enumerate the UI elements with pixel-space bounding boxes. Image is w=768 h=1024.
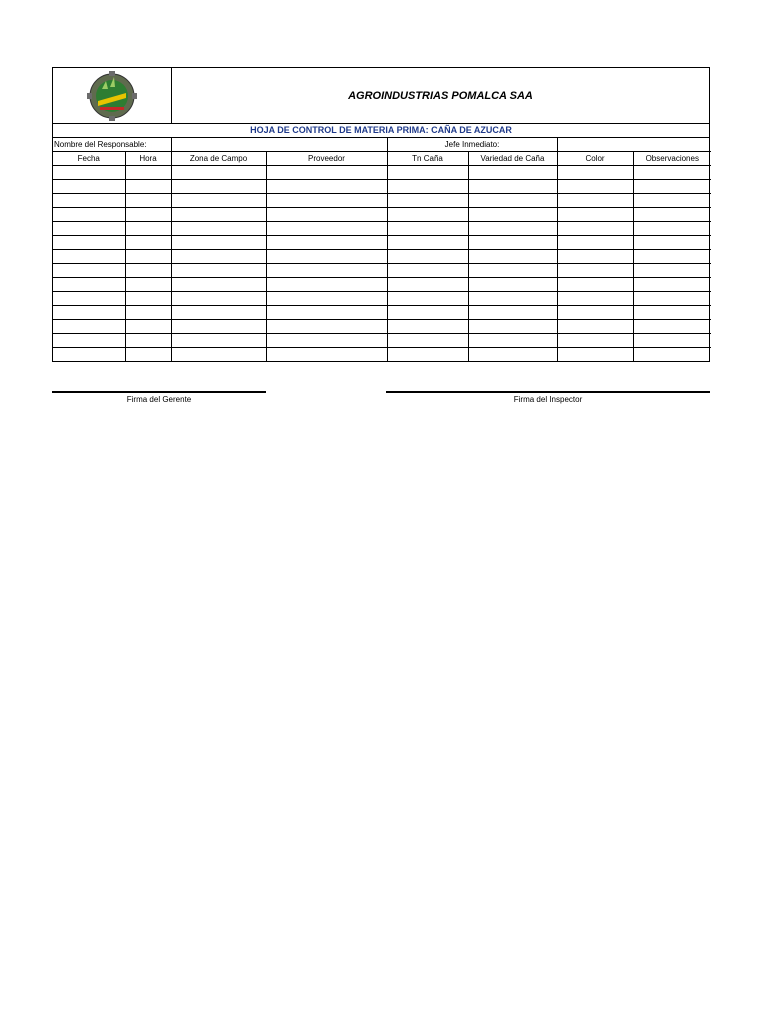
table-cell[interactable]	[125, 250, 171, 264]
table-cell[interactable]	[468, 278, 557, 292]
table-cell[interactable]	[171, 250, 266, 264]
table-cell[interactable]	[266, 166, 387, 180]
table-cell[interactable]	[125, 236, 171, 250]
table-cell[interactable]	[53, 180, 125, 194]
info-row	[53, 138, 711, 152]
table-cell[interactable]	[53, 264, 125, 278]
table-cell[interactable]	[633, 306, 711, 320]
table-cell[interactable]	[557, 292, 633, 306]
table-cell[interactable]	[468, 320, 557, 334]
table-cell[interactable]	[125, 166, 171, 180]
table-cell[interactable]	[171, 292, 266, 306]
table-row	[53, 236, 711, 250]
table-cell[interactable]	[387, 166, 468, 180]
jefe-field[interactable]	[557, 138, 711, 152]
table-cell[interactable]	[171, 320, 266, 334]
table-cell[interactable]	[53, 306, 125, 320]
table-row	[53, 348, 711, 362]
table-cell[interactable]	[387, 194, 468, 208]
table-cell[interactable]	[266, 180, 387, 194]
table-cell[interactable]	[387, 334, 468, 348]
table-cell[interactable]	[633, 348, 711, 362]
table-cell[interactable]	[557, 348, 633, 362]
table-cell[interactable]	[53, 236, 125, 250]
table-cell[interactable]	[171, 348, 266, 362]
table-cell[interactable]	[557, 306, 633, 320]
table-cell[interactable]	[387, 222, 468, 236]
table-cell[interactable]	[387, 348, 468, 362]
table-cell[interactable]	[633, 320, 711, 334]
col-header-color: Color	[557, 152, 633, 166]
responsable-field[interactable]	[171, 138, 387, 152]
table-cell[interactable]	[468, 264, 557, 278]
table-cell[interactable]	[468, 306, 557, 320]
table-cell[interactable]	[468, 194, 557, 208]
table-cell[interactable]	[125, 320, 171, 334]
table-row	[53, 250, 711, 264]
table-cell[interactable]	[387, 250, 468, 264]
table-cell[interactable]	[171, 222, 266, 236]
col-header-zona: Zona de Campo	[171, 152, 266, 166]
table-cell[interactable]	[171, 236, 266, 250]
col-header-variedad: Variedad de Caña	[468, 152, 557, 166]
table-cell[interactable]	[171, 264, 266, 278]
table-cell[interactable]	[557, 208, 633, 222]
table-row	[53, 306, 711, 320]
table-cell[interactable]	[387, 264, 468, 278]
table-cell[interactable]	[171, 208, 266, 222]
table-cell[interactable]	[557, 222, 633, 236]
table-cell[interactable]	[266, 250, 387, 264]
table-cell[interactable]	[125, 208, 171, 222]
table-cell[interactable]	[633, 292, 711, 306]
control-table	[53, 138, 711, 361]
table-row	[53, 222, 711, 236]
table-cell[interactable]	[125, 292, 171, 306]
table-cell[interactable]	[125, 306, 171, 320]
table-cell[interactable]	[468, 250, 557, 264]
col-header-observaciones: Observaciones	[633, 152, 711, 166]
table-row	[53, 320, 711, 334]
inspector-signature-line	[386, 391, 710, 393]
inspector-signature-label: Firma del Inspector	[513, 395, 583, 404]
table-cell[interactable]	[633, 194, 711, 208]
table-cell[interactable]	[557, 264, 633, 278]
table-row	[53, 278, 711, 292]
table-cell[interactable]	[557, 250, 633, 264]
table-cell[interactable]	[266, 194, 387, 208]
table-cell[interactable]	[171, 166, 266, 180]
table-cell[interactable]	[171, 306, 266, 320]
table-cell[interactable]	[266, 222, 387, 236]
table-cell[interactable]	[125, 278, 171, 292]
table-cell[interactable]	[557, 194, 633, 208]
table-cell[interactable]	[266, 348, 387, 362]
table-cell[interactable]	[633, 222, 711, 236]
responsable-label: Nombre del Responsable:	[53, 138, 171, 152]
table-cell[interactable]	[266, 320, 387, 334]
table-row	[53, 208, 711, 222]
manager-signature-line	[52, 391, 266, 393]
table-cell[interactable]	[633, 250, 711, 264]
manager-signature	[52, 391, 266, 404]
gear-cane-logo-icon	[84, 71, 140, 121]
table-cell[interactable]	[387, 292, 468, 306]
manager-signature-label: Firma del Gerente	[126, 395, 192, 404]
table-row	[53, 180, 711, 194]
company-name: AGROINDUSTRIAS POMALCA SAA	[348, 89, 533, 102]
table-cell[interactable]	[53, 348, 125, 362]
table-cell[interactable]	[53, 250, 125, 264]
col-header-fecha: Fecha	[53, 152, 125, 166]
table-cell[interactable]	[468, 348, 557, 362]
table-cell[interactable]	[557, 320, 633, 334]
table-cell[interactable]	[468, 166, 557, 180]
col-header-tn-cana: Tn Caña	[387, 152, 468, 166]
table-cell[interactable]	[171, 334, 266, 348]
table-cell[interactable]	[557, 166, 633, 180]
table-cell[interactable]	[125, 180, 171, 194]
form-title: HOJA DE CONTROL DE MATERIA PRIMA: CAÑA DE AZUCAR	[53, 124, 709, 138]
table-cell[interactable]	[53, 320, 125, 334]
sheet-header	[53, 68, 709, 124]
table-cell[interactable]	[53, 166, 125, 180]
table-cell[interactable]	[387, 236, 468, 250]
table-cell[interactable]	[171, 194, 266, 208]
table-cell[interactable]	[125, 194, 171, 208]
table-cell[interactable]	[633, 208, 711, 222]
table-cell[interactable]	[53, 194, 125, 208]
table-cell[interactable]	[633, 264, 711, 278]
table-cell[interactable]	[125, 334, 171, 348]
table-cell[interactable]	[266, 334, 387, 348]
table-row	[53, 292, 711, 306]
table-cell[interactable]	[468, 180, 557, 194]
jefe-label: Jefe Inmediato:	[387, 138, 557, 152]
table-cell[interactable]	[468, 236, 557, 250]
table-cell[interactable]	[171, 278, 266, 292]
control-sheet	[52, 67, 710, 362]
table-cell[interactable]	[468, 292, 557, 306]
table-row	[53, 194, 711, 208]
logo-cell	[53, 68, 172, 123]
table-cell[interactable]	[387, 320, 468, 334]
table-cell[interactable]	[266, 292, 387, 306]
table-cell[interactable]	[53, 334, 125, 348]
col-header-proveedor: Proveedor	[266, 152, 387, 166]
table-cell[interactable]	[633, 166, 711, 180]
table-cell[interactable]	[468, 222, 557, 236]
table-cell[interactable]	[266, 264, 387, 278]
table-cell[interactable]	[125, 348, 171, 362]
col-header-hora: Hora	[125, 152, 171, 166]
table-cell[interactable]	[557, 180, 633, 194]
table-cell[interactable]	[633, 334, 711, 348]
table-row	[53, 264, 711, 278]
table-cell[interactable]	[53, 208, 125, 222]
table-cell[interactable]	[125, 222, 171, 236]
column-header-row	[53, 152, 711, 166]
table-cell[interactable]	[171, 180, 266, 194]
table-cell[interactable]	[557, 334, 633, 348]
table-cell[interactable]	[387, 306, 468, 320]
table-cell[interactable]	[387, 180, 468, 194]
table-cell[interactable]	[468, 334, 557, 348]
table-cell[interactable]	[387, 278, 468, 292]
table-cell[interactable]	[266, 208, 387, 222]
table-cell[interactable]	[557, 278, 633, 292]
table-cell[interactable]	[468, 208, 557, 222]
table-row	[53, 334, 711, 348]
table-cell[interactable]	[266, 236, 387, 250]
table-cell[interactable]	[53, 222, 125, 236]
table-cell[interactable]	[53, 292, 125, 306]
table-cell[interactable]	[633, 236, 711, 250]
table-cell[interactable]	[266, 278, 387, 292]
table-cell[interactable]	[557, 236, 633, 250]
table-row	[53, 166, 711, 180]
table-cell[interactable]	[633, 180, 711, 194]
table-cell[interactable]	[633, 278, 711, 292]
table-cell[interactable]	[266, 306, 387, 320]
inspector-signature	[386, 391, 710, 404]
table-cell[interactable]	[53, 278, 125, 292]
table-cell[interactable]	[387, 208, 468, 222]
table-cell[interactable]	[125, 264, 171, 278]
